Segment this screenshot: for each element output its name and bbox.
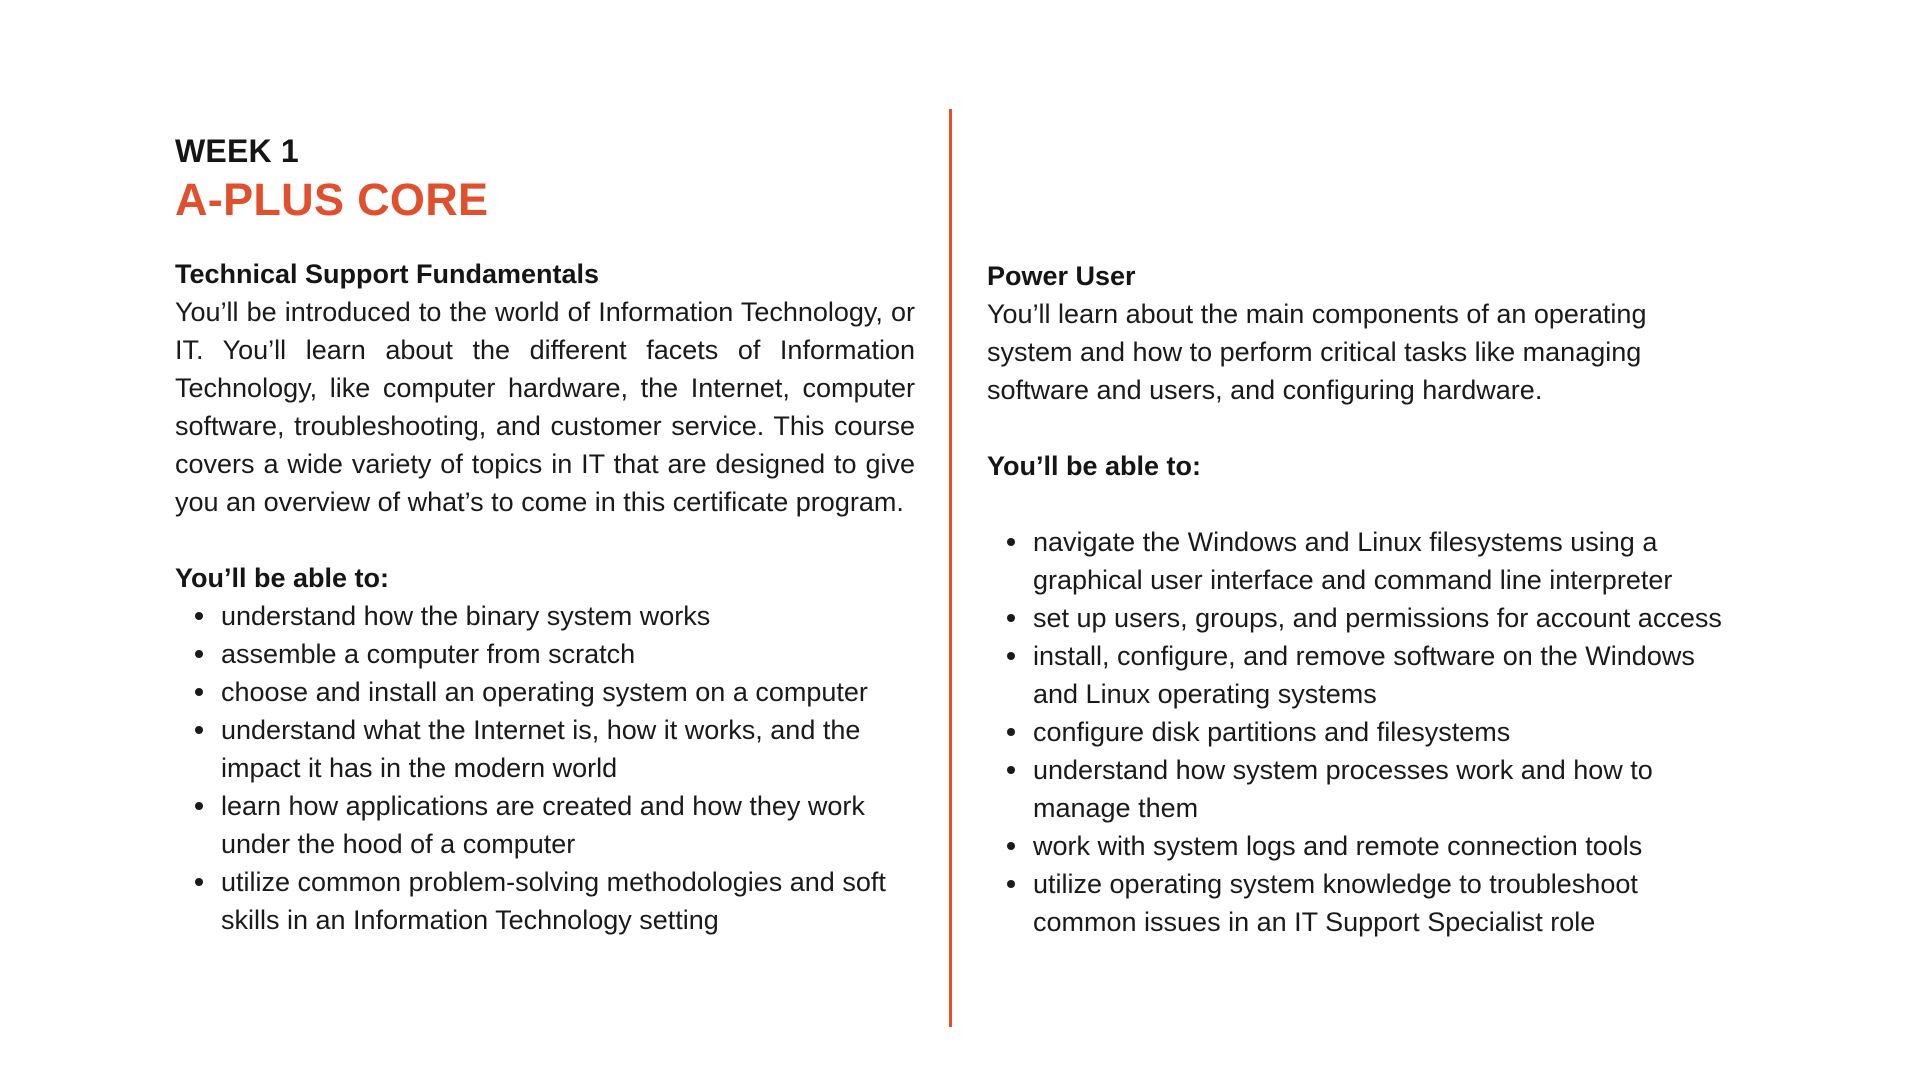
bullet-icon [1007, 538, 1015, 546]
bullet-icon [1007, 880, 1015, 888]
list-item [1033, 827, 1727, 865]
list-item-text: utilize operating system knowledge to troubleshoot common issues in an IT Support Specialist role [1033, 869, 1638, 937]
bullet-icon [195, 688, 203, 696]
list-item-text: configure disk partitions and filesystems [1033, 717, 1511, 747]
list-item-text: install, configure, and remove software on the Windows and Linux operating systems [1033, 641, 1695, 709]
list-item [1033, 599, 1727, 637]
list-item [221, 787, 915, 863]
list-item-text: choose and install an operating system on a computer [221, 677, 868, 707]
bullet-icon [1007, 614, 1015, 622]
bullet-icon [1007, 652, 1015, 660]
left-column [175, 255, 915, 939]
list-item-text: understand what the Internet is, how it works, and the impact it has in the modern world [221, 715, 861, 783]
bullet-icon [195, 726, 203, 734]
left-outcomes-list [175, 597, 915, 939]
list-item-text: understand how system processes work and how to manage them [1033, 755, 1653, 823]
bullet-icon [1007, 766, 1015, 774]
list-item [221, 673, 915, 711]
list-item [1033, 637, 1727, 713]
list-item [221, 711, 915, 787]
bullet-icon [195, 612, 203, 620]
list-item-text: set up users, groups, and permissions for account access [1033, 603, 1722, 633]
list-item-text: understand how the binary system works [221, 601, 711, 631]
right-section-heading: Power User [987, 261, 1136, 291]
list-item [1033, 523, 1727, 599]
right-column [987, 257, 1727, 941]
list-item-text: navigate the Windows and Linux filesystems using a graphical user interface and command line interpreter [1033, 527, 1673, 595]
bullet-icon [195, 650, 203, 658]
week-label: WEEK 1 [175, 133, 299, 169]
right-able-heading: You’ll be able to: [987, 451, 1202, 481]
right-description: You’ll learn about the main components of an operating system and how to perform critical tasks like managing software and users, and configuring hardware. [987, 299, 1647, 405]
list-item-text: utilize common problem-solving methodologies and soft skills in an Information Technology setting [221, 867, 886, 935]
bullet-icon [1007, 842, 1015, 850]
list-item [1033, 865, 1727, 941]
bullet-icon [195, 878, 203, 886]
bullet-icon [195, 802, 203, 810]
list-item [1033, 713, 1727, 751]
right-outcomes-list [987, 523, 1727, 941]
list-item-text: learn how applications are created and how they work under the hood of a computer [221, 791, 865, 859]
list-item [221, 635, 915, 673]
column-divider [949, 109, 952, 1027]
list-item-text: work with system logs and remote connection tools [1033, 831, 1643, 861]
list-item-text: assemble a computer from scratch [221, 639, 636, 669]
course-title: A-PLUS CORE [175, 174, 489, 225]
left-section-heading: Technical Support Fundamentals [175, 259, 600, 289]
list-item [221, 863, 915, 939]
spacer [987, 485, 1727, 523]
left-able-heading: You’ll be able to: [175, 563, 390, 593]
list-item [221, 597, 915, 635]
list-item [1033, 751, 1727, 827]
left-description: You’ll be introduced to the world of Information Technology, or IT. You’ll learn about the different facets of Information Technology, like computer hardware, the Internet, computer software, troubleshooting, and customer service. This course covers a wide variety of topics in IT that are designed to give you an overview of what’s to come in this certificate program. [175, 297, 915, 517]
bullet-icon [1007, 728, 1015, 736]
